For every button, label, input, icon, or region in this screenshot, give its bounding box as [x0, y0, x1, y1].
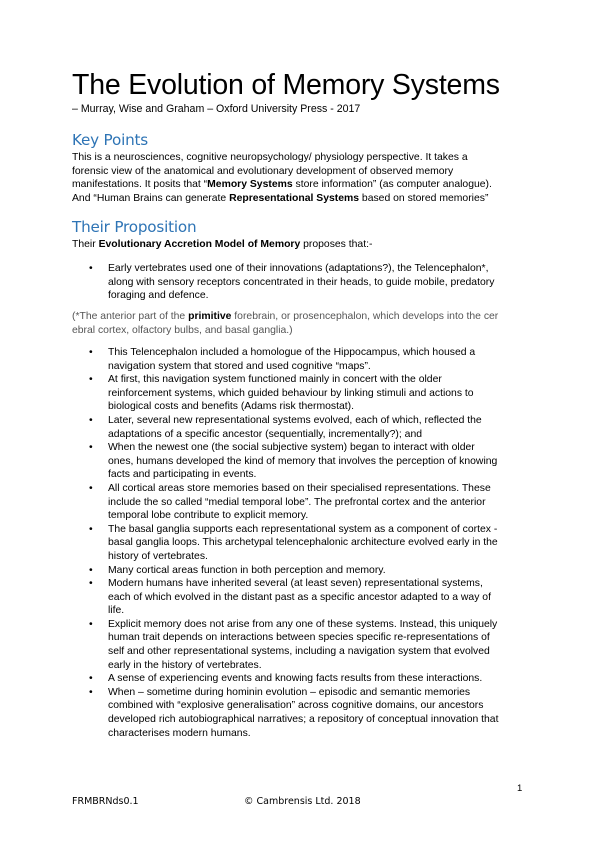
key-points-line — [72, 178, 532, 192]
page-title: The Evolution of Memory Systems — [72, 69, 500, 101]
bullet-icon: • — [89, 618, 93, 630]
text-run: Their — [72, 239, 99, 250]
bullet-line: along with sensory receptors concentrated in their heads, to guide mobile, predatory — [108, 276, 495, 288]
bullet-line: A sense of experiencing events and knowing facts results from these interactions. — [108, 673, 483, 685]
bullet-icon: • — [89, 374, 93, 386]
text-run: based on stored memories” — [359, 192, 489, 204]
bullet-line: At first, this navigation system functioned mainly in concert with the older — [108, 374, 442, 386]
list-item — [72, 577, 532, 618]
telencephalon-note — [72, 310, 532, 337]
list-item — [72, 441, 532, 482]
bullet-icon: • — [89, 686, 93, 698]
bullet-icon: • — [89, 347, 93, 358]
key-points-line: forensic view of the anatomical and evolutionary development of observed memory — [72, 165, 454, 177]
copyright-notice: © Cambrensis Ltd. 2018 — [244, 796, 361, 807]
bold-term: Memory Systems — [207, 179, 293, 191]
bullet-icon: • — [89, 673, 93, 685]
bullet-line: facts and participating in events. — [108, 469, 257, 481]
list-item — [72, 523, 532, 564]
bullet-line: When – sometime during hominin evolution – episodic and semantic memories — [108, 686, 471, 698]
list-item — [72, 262, 532, 303]
bullet-line: human trait depends on interactions between species specific re-representations of — [108, 632, 490, 644]
text-run: (*The anterior part of the — [72, 311, 189, 322]
bullet-line: Modern humans have inherited several (at least seven) representational systems, — [108, 578, 483, 590]
bullet-line: Later, several new representational systems evolved, each of which, reflected the — [108, 414, 482, 426]
bullet-line: Explicit memory does not arise from any one of these systems. Instead, this uniquely — [108, 618, 498, 630]
bullet-line: All cortical areas store memories based on their specialised representations. These — [108, 482, 491, 494]
text-run: And “Human Brains can generate — [72, 192, 230, 204]
text-run: manifestations. It posits that “ — [72, 179, 208, 191]
note-line — [72, 310, 532, 324]
list-item — [72, 686, 532, 740]
proposition-bullet-list — [72, 346, 532, 740]
bullet-line: early in the history of vertebrates. — [108, 659, 262, 671]
bullet-line: self and other representational systems, including a navigation system that evolved — [108, 646, 490, 658]
bold-term: Evolutionary Accretion Model of Memory — [98, 239, 301, 250]
bullet-line: ones, humans developed the kind of memory that involves the perception of knowing — [108, 455, 498, 467]
note-line: ebral cortex, olfactory bulbs, and basal ganglia.) — [72, 324, 293, 336]
bullet-line: navigation system that stored and used cognitive “maps”. — [108, 360, 371, 372]
key-points-heading: Key Points — [72, 131, 148, 149]
list-item — [72, 618, 532, 672]
bullet-line: characterises modern humans. — [108, 727, 251, 739]
bullet-line: foraging and defence. — [108, 290, 209, 302]
bullet-line: When the newest one (the social subjective system) began to interact with older — [108, 442, 475, 454]
bullet-icon: • — [89, 523, 93, 535]
bullet-line: history of vertebrates. — [108, 550, 208, 562]
list-item — [72, 414, 532, 441]
bullet-line: basal ganglia loops. This archetypal telencephalonic architecture evolved early in the — [108, 537, 498, 549]
key-points-line — [72, 192, 532, 206]
bullet-line: temporal lobe contribute to explicit memory. — [108, 510, 309, 522]
bullet-line: The basal ganglia supports each representational system as a component of cortex - — [108, 523, 498, 535]
bold-term: Representational Systems — [229, 192, 360, 204]
bullet-line: Early vertebrates used one of their innovations (adaptations?), the Telencephalon*, — [108, 263, 489, 274]
bullet-line: include the so called “medial temporal lobe”. The prefrontal cortex and the anterior — [108, 496, 486, 508]
text-run: forebrain, or prosencephalon, which develops into the cer — [231, 311, 499, 322]
page-number: 1 — [517, 783, 523, 794]
intro-line — [72, 238, 532, 252]
bullet-icon: • — [89, 578, 93, 590]
text-run: store information” (as computer analogue). — [292, 179, 492, 191]
key-points-paragraph — [72, 151, 532, 205]
bullet-line: Many cortical areas function in both perception and memory. — [108, 564, 386, 576]
bullet-icon: • — [89, 442, 93, 454]
document-code: FRMBRNds0.1 — [72, 796, 139, 807]
bullet-line: life. — [108, 605, 125, 617]
bullet-line: reinforcement systems, which guided behaviour by linking stimuli and actions to — [108, 387, 474, 399]
list-item — [72, 346, 532, 373]
bullet-line: each of which evolved in the distant past as a specific ancestor adapted to a way of — [108, 591, 491, 603]
proposition-heading: Their Proposition — [72, 218, 197, 236]
list-item — [72, 373, 532, 414]
list-item — [72, 564, 532, 578]
bullet-icon: • — [89, 414, 93, 426]
bullet-line: adaptations of a specific ancestor (sequentially, incrementally?); and — [108, 428, 423, 440]
list-item — [72, 482, 532, 523]
text-run: proposes that:- — [300, 239, 373, 250]
bullet-icon: • — [89, 564, 93, 576]
bullet-line: combined with “explosive generalisation” across cognitive domains, our ancestors — [108, 700, 484, 712]
proposition-intro — [72, 238, 532, 252]
bullet-line: developed rich autobiographical narratives; a repository of conceptual innovation that — [108, 714, 499, 726]
bullet-icon: • — [89, 482, 93, 494]
first-bullet-list — [72, 262, 532, 303]
bullet-line: This Telencephalon included a homologue of the Hippocampus, which housed a — [108, 347, 476, 358]
page-subtitle: – Murray, Wise and Graham – Oxford University Press - 2017 — [72, 103, 361, 115]
bullet-icon: • — [89, 263, 93, 274]
bold-term: primitive — [188, 311, 232, 322]
bullet-line: biological costs and benefits (Adams risk thermostat). — [108, 401, 355, 413]
list-item — [72, 672, 532, 686]
key-points-line: This is a neurosciences, cognitive neuropsychology/ physiology perspective. It takes a — [72, 152, 468, 163]
